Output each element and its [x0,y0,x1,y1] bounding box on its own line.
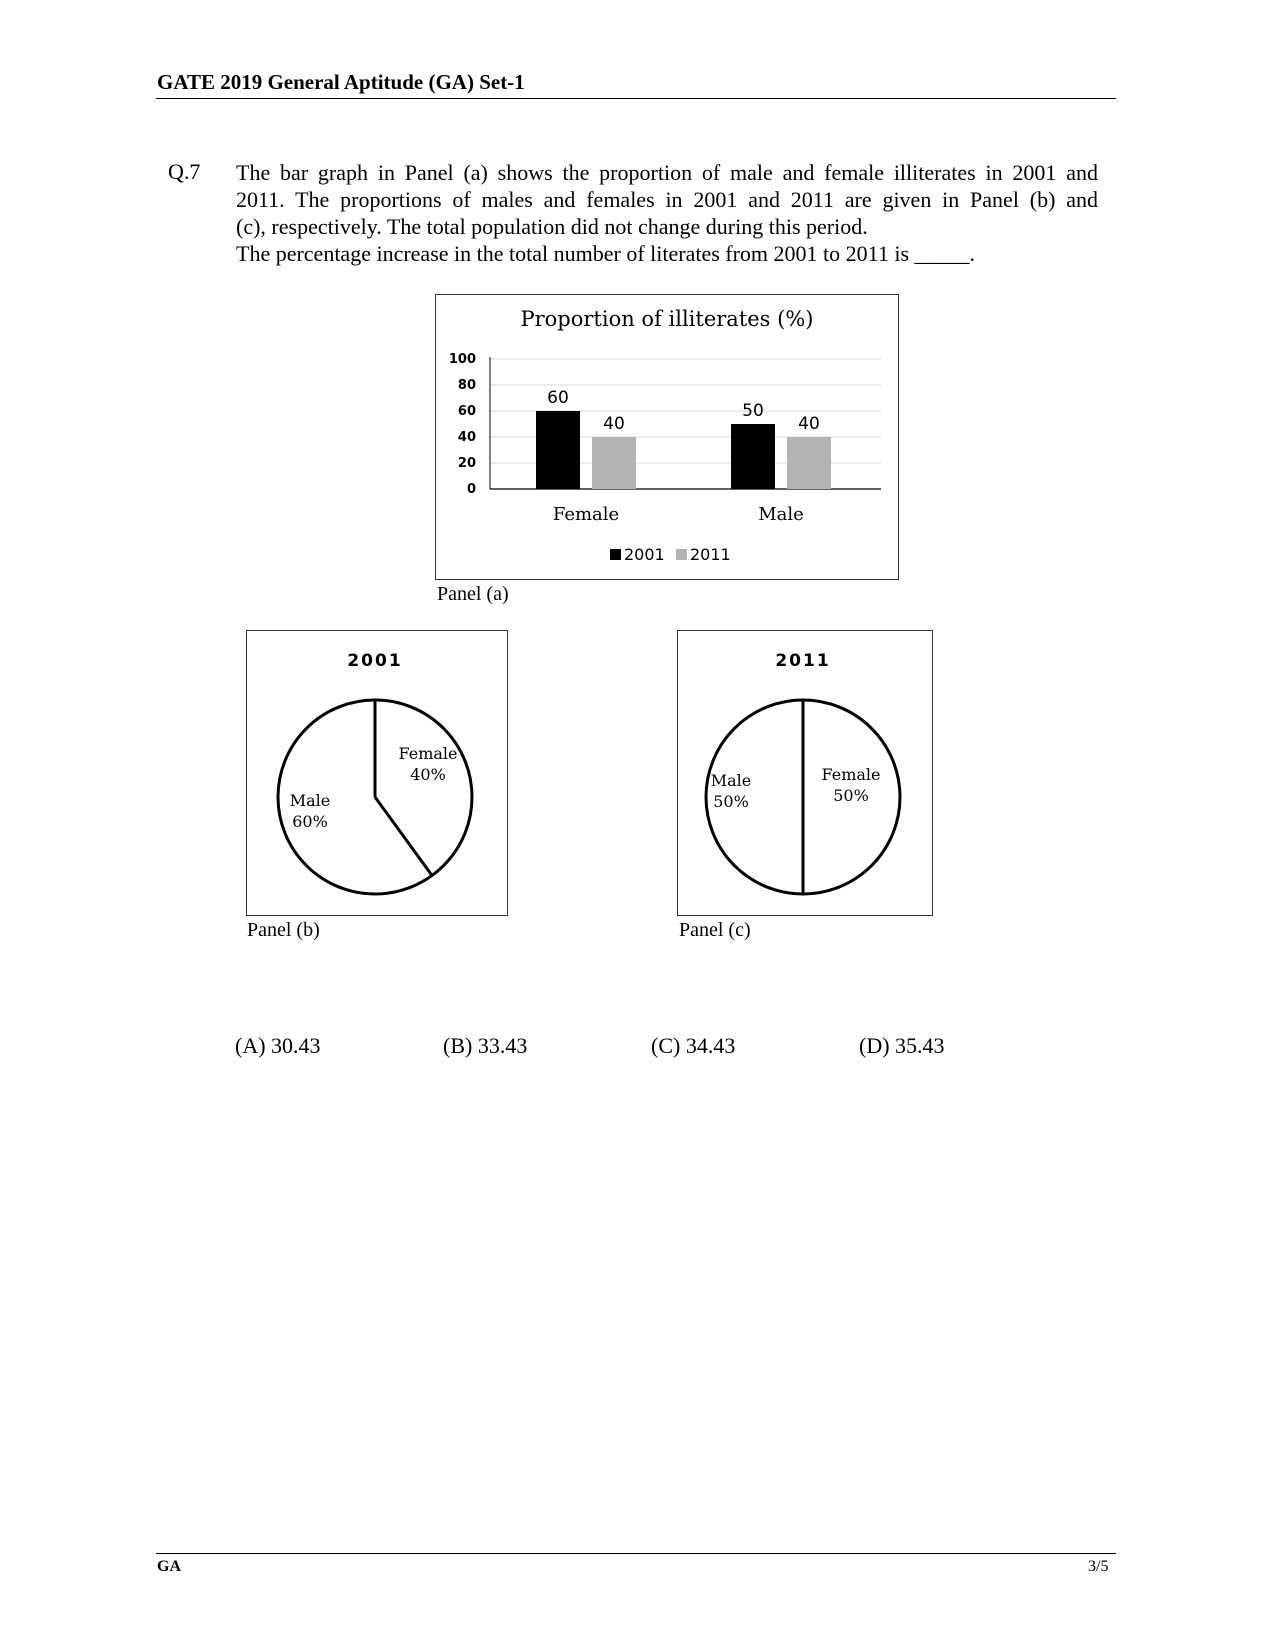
footer-section-label: GA [157,1558,181,1575]
legend-swatch-2011 [676,549,687,560]
y-tick-label: 40 [457,430,476,445]
y-tick-label: 80 [457,378,476,393]
option-b[interactable]: (B) 33.43 [443,1033,528,1058]
question-line: The bar graph in Panel (a) shows the proportion of male and female illiterates in 2001 and [236,160,1098,185]
x-category-label: Male [758,504,804,525]
question-text [236,159,1098,267]
pie-slice-label: Female [821,765,881,784]
panel-b-pie-chart [246,630,508,916]
bar-data-label: 40 [603,414,625,434]
y-tick-label: 20 [457,456,476,471]
y-tick-label: 0 [466,482,476,497]
bar-chart-title: Proportion of illiterates (%) [520,307,814,331]
pie-chart-2001-svg [247,631,509,917]
pie-slice-label: Male [710,771,752,790]
pie-slice-value: 40% [410,765,446,784]
pie-slice-value: 60% [292,812,328,831]
question-line: The percentage increase in the total number of literates from 2001 to 2011 is _____. [236,241,976,266]
bar-data-label: 50 [742,401,764,421]
footer-page-number: 3/5 [1088,1558,1109,1575]
bar-data-label: 60 [547,388,569,408]
pie-title: 2001 [347,651,403,671]
page-header-title: GATE 2019 General Aptitude (GA) Set-1 [157,70,525,94]
pie-title: 2011 [775,651,831,671]
pie-slice-label: Male [289,791,331,810]
panel-a-caption: Panel (a) [437,583,509,605]
bar-2011-female [592,437,636,489]
option-a[interactable]: (A) 30.43 [235,1033,321,1058]
footer-divider [156,1553,1116,1554]
bar-2001-male [731,424,775,489]
panel-c-caption: Panel (c) [679,919,751,941]
bar-data-label: 40 [798,414,820,434]
bar-2011-male [787,437,831,489]
bar-chart-svg [436,295,900,581]
y-tick-label: 100 [448,352,476,367]
panel-c-pie-chart [677,630,933,916]
y-tick-label: 60 [457,404,476,419]
pie-slice-label: Female [398,744,458,763]
panel-a-bar-chart [435,294,899,580]
option-d[interactable]: (D) 35.43 [859,1033,945,1058]
legend-swatch-2001 [610,549,621,560]
legend-label: 2011 [690,545,731,564]
legend-label: 2001 [624,545,665,564]
x-category-label: Female [552,504,620,525]
pie-slice-value: 50% [713,792,749,811]
question-line: (c), respectively. The total population did not change during this period. [236,214,868,239]
question-number: Q.7 [168,159,201,184]
header-divider [156,98,1116,99]
question-line: 2011. The proportions of males and females in 2001 and 2011 are given in Panel (b) and [236,187,1098,212]
option-c[interactable]: (C) 34.43 [651,1033,736,1058]
pie-slice-value: 50% [833,786,869,805]
bar-2001-female [536,411,580,489]
panel-b-caption: Panel (b) [247,919,320,941]
pie-chart-2011-svg [678,631,934,917]
